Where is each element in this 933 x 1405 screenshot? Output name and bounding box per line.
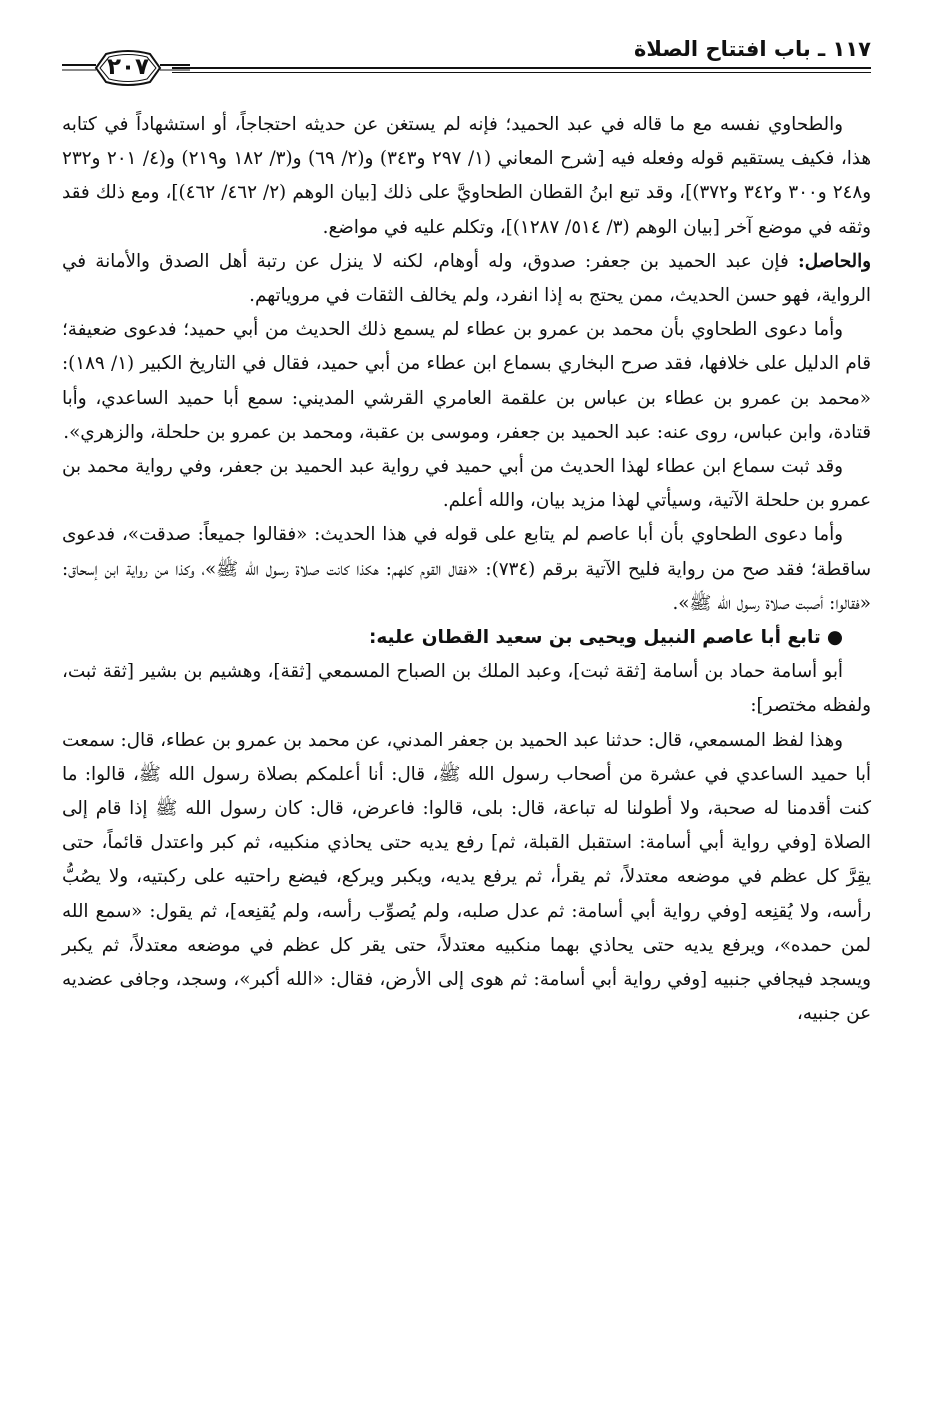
bullet-icon: ● bbox=[826, 627, 843, 649]
paragraph-2 bbox=[62, 245, 871, 313]
main-text bbox=[62, 108, 871, 1031]
chapter-title: ١١٧ ـ باب افتتاح الصلاة bbox=[634, 37, 871, 61]
page-number-frame bbox=[62, 48, 190, 88]
page-header bbox=[62, 34, 871, 80]
paragraph-7: وهذا لفظ المسمعي، قال: حدثنا عبد الحميد بن جعفر المدني، عن محمد بن عمرو بن عطاء، قال: سمعت أبا حميد الساعدي في عشرة من أصحاب رسول الله ﷺ، قال: أنا أعلمكم بصلاة رسول الله ﷺ، قالوا: ما كنت أقدمنا له صحبة، ولا أطولنا له تباعة، قال: بلى، قالوا: فاعرض، قال: كان رسول الله ﷺ إذا قام إلى الصلاة [وفي رواية أبي أسامة: استقبل القبلة، ثم] رفع يديه حتى يحاذي منكبيه، ثم كبر واعتدل قائماً، حتى يقِرَّ كل عظم في موضعه معتدلاً، ثم يقرأ، ثم يرفع يديه، ويكبر ويركع، فيضع راحتيه على ركبتيه، ولا يصُبُّ رأسه، ولا يُقنِعه [وفي رواية أبي أسامة: ثم عدل صلبه، ولم يُصوِّب رأسه، ولم يُقنِعه]، ثم يقول: «سمع الله لمن حمده»، ويرفع يديه حتى يحاذي بهما منكبيه معتدلاً، حتى يقر كل عظم في موضعه معتدلاً، ثم يكبر ويسجد فيجافي جنبيه [وفي رواية أبي أسامة: ثم هوى إلى الأرض، فقال: «الله أكبر»، وسجد، وجافى عضديه عن جنبيه، bbox=[62, 729, 871, 1025]
paragraph-2-text: فإن عبد الحميد بن جعفر: صدوق، وله أوهام، لكنه لا ينزل عن رتبة أهل الصدق والأمانة في الرواية، فهو حسن الحديث، ممن يحتج به إذا انفرد، ولم يخالف الثقات في مروياتهم. bbox=[62, 250, 871, 307]
subheading-text: تابع أبا عاصم النبيل ويحيى بن سعيد القطان عليه: bbox=[368, 627, 821, 649]
paragraph-6: أبو أسامة حماد بن أسامة [ثقة ثبت]، وعبد الملك بن الصباح المسمعي [ثقة]، وهشيم بن بشير [ثقة ثبت، ولفظه مختصر]: bbox=[62, 661, 871, 717]
header-rule bbox=[172, 67, 871, 69]
paragraph-4: وقد ثبت سماع ابن عطاء لهذا الحديث من أبي حميد في رواية عبد الحميد بن جعفر، وفي رواية محمد بن عمرو بن حلحلة الآتية، وسيأتي لهذا مزيد بيان، والله أعلم. bbox=[62, 456, 871, 512]
page-number: ٢٠٧ bbox=[106, 54, 150, 80]
paragraph-3: وأما دعوى الطحاوي بأن محمد بن عمرو بن عطاء لم يسمع ذلك الحديث من أبي حميد؛ فدعوى ضعيفة؛ قام الدليل على خلافها، فقد صرح البخاري بسماع ابن عطاء من أبي حميد، فقال في التاريخ الكبير (١/ ١٨٩): «محمد بن عمرو بن عطاء بن عباس بن علقمة العامري القرشي المديني: سمع أبا حميد الساعدي، وأبا قتادة، وابن عباس، روى عنه: عبد الحميد بن جعفر، وموسى بن عقبة، ومحمد بن عمرو بن حلحلة، والزهري». bbox=[62, 319, 871, 443]
lead-word: والحاصل: bbox=[798, 250, 872, 272]
section-subheading bbox=[62, 621, 871, 655]
header-rule-thin bbox=[172, 72, 871, 73]
paragraph-5: وأما دعوى الطحاوي بأن أبا عاصم لم يتابع على قوله في هذا الحديث: «فقالوا جميعاً: صدقت»، فدعوى ساقطة؛ فقد صح من رواية فليح الآتية برقم (٧٣٤): «فقال القوم كلهم: هكذا كانت صلاة رسول الله ﷺ»، وكذا من رواية ابن إسحاق: «فقالوا: أصبت صلاة رسول الله ﷺ». bbox=[62, 524, 871, 614]
paragraph-1: والطحاوي نفسه مع ما قاله في عبد الحميد؛ فإنه لم يستغن عن حديثه احتجاجاً، أو استشهاداً في كتابه هذا، فكيف يستقيم قوله وفعله فيه [شرح المعاني (١/ ٢٩٧ و٣٤٣) و(٢/ ٦٩) و(٣/ ١٨٢ و٢١٩) و(٤/ ٢٠١ و٢٣٢ و٢٤٨ و٣٠٠ و٣٤٢ و٣٧٢)]، وقد تبع ابنُ القطان الطحاويَّ على ذلك [بيان الوهم (٢/ ٤٦٢/ ٤٦٢)]، ومع ذلك فقد وثقه في موضع آخر [بيان الوهم (٣/ ٥١٤/ ١٢٨٧)]، وتكلم عليه في مواضع. bbox=[62, 114, 872, 238]
